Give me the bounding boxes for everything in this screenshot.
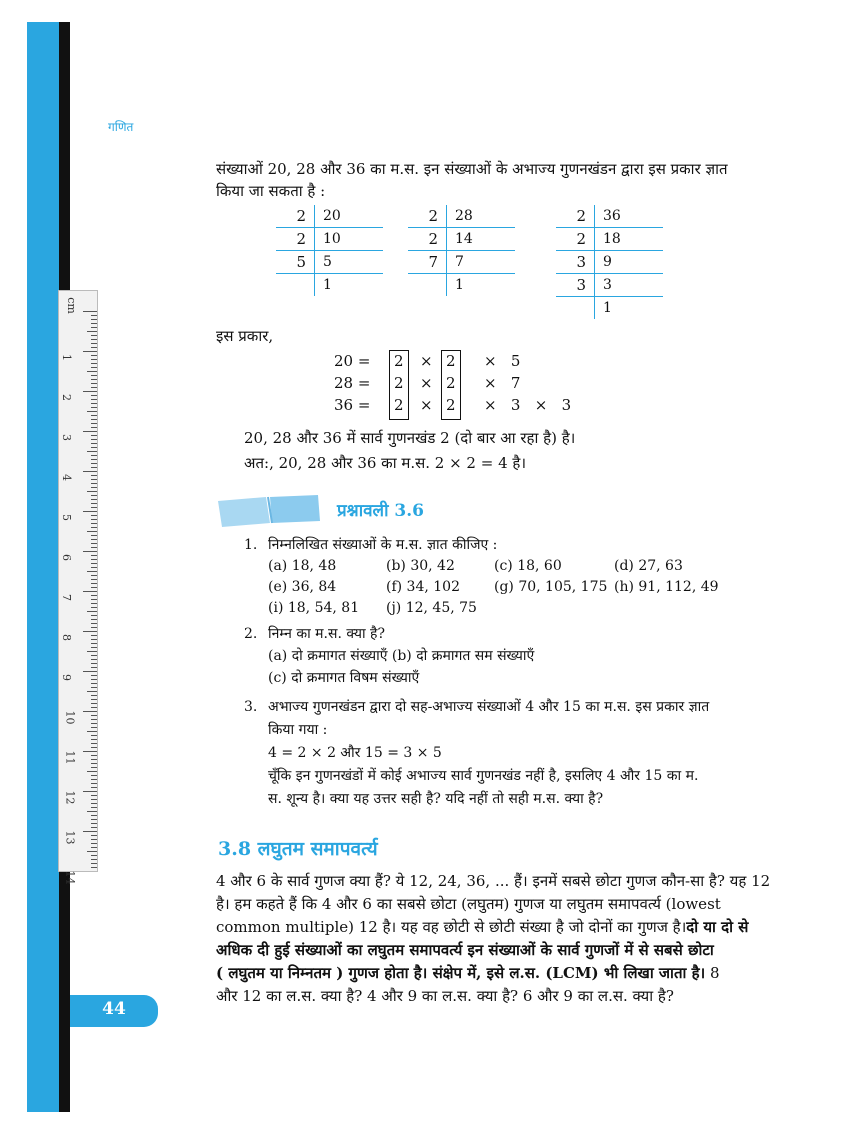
ruler-tick <box>83 471 97 472</box>
ruler-tick <box>91 439 97 440</box>
ruler-tick <box>91 643 97 644</box>
ruler-tick <box>91 783 97 784</box>
ruler-tick <box>91 343 97 344</box>
ruler-tick <box>91 615 97 616</box>
ruler-tick <box>83 551 97 552</box>
ruler-tick <box>91 527 97 528</box>
section-para-line-2: है। हम कहते हैं कि 4 और 6 का सबसे छोटा (लघुतम) गुणज या लघुतम समापवर्त्य (lowest <box>216 895 721 913</box>
section-para-line-3: common multiple) 12 है। यह वह छोटी से छोटी संख्या है जो दोनों का गुणज है।दो या दो से <box>216 918 749 936</box>
section-para-line-1: 4 और 6 के सार्व गुणज क्या हैं? ये 12, 24, 36, ... हैं। इनमें सबसे छोटा गुणज कौन-सा है? यह 12 <box>216 872 771 890</box>
ruler-number: 8 <box>60 634 73 641</box>
ruler-tick <box>91 607 97 608</box>
ruler-image <box>58 290 98 885</box>
ruler-tick <box>91 475 97 476</box>
ruler-tick <box>83 831 97 832</box>
ruler-tick <box>91 655 97 656</box>
ruler-tick <box>91 523 97 524</box>
ruler-tick <box>91 699 97 700</box>
q1-part-f: (f) 34, 102 <box>386 579 460 595</box>
ruler-tick <box>91 579 97 580</box>
ruler-tick <box>91 799 97 800</box>
ruler-tick <box>91 367 97 368</box>
ruler-tick <box>91 487 97 488</box>
ruler-tick <box>91 747 97 748</box>
ruler-number: 9 <box>60 674 73 681</box>
ruler-tick <box>91 467 97 468</box>
ruler-tick <box>91 339 97 340</box>
ruler-tick <box>91 403 97 404</box>
ruler-tick <box>91 663 97 664</box>
q1-number: 1. <box>244 537 258 553</box>
ruler-tick <box>91 479 97 480</box>
equation-28: 28 = 2 × 2 × 7 <box>334 374 521 392</box>
q3-line-2: किया गया : <box>268 722 328 738</box>
ruler-tick <box>91 543 97 544</box>
ruler-number: 3 <box>60 434 73 441</box>
q3-line-3: 4 = 2 × 2 और 15 = 3 × 5 <box>268 745 442 761</box>
ruler-tick <box>91 563 97 564</box>
ruler-tick <box>83 351 97 352</box>
ruler-tick <box>91 387 97 388</box>
thus-label: इस प्रकार, <box>216 327 274 345</box>
ruler-number: 1 <box>60 354 73 361</box>
ruler-number: 2 <box>60 394 73 401</box>
ruler-tick <box>91 859 97 860</box>
ruler-tick <box>87 411 97 412</box>
ruler-tick <box>91 327 97 328</box>
ruler-tick <box>91 639 97 640</box>
common-factor-box-1 <box>389 350 409 420</box>
ruler-tick <box>91 775 97 776</box>
ruler-number: 10 <box>63 710 77 725</box>
ruler-tick <box>91 727 97 728</box>
ruler-tick <box>91 499 97 500</box>
ruler-tick <box>91 595 97 596</box>
ruler-tick <box>91 427 97 428</box>
ruler-number: 6 <box>60 554 73 561</box>
ruler-tick <box>91 863 97 864</box>
ruler-tick <box>91 867 97 868</box>
q2-parts-ab: (a) दो क्रमागत संख्याएँ (b) दो क्रमागत सम संख्याएँ <box>268 648 535 664</box>
ruler-tick <box>91 539 97 540</box>
ruler-tick <box>83 711 97 712</box>
ruler-tick <box>87 731 97 732</box>
ruler-tick <box>91 763 97 764</box>
ruler-tick <box>87 531 97 532</box>
ruler-tick <box>91 599 97 600</box>
ruler-tick <box>91 659 97 660</box>
ruler-tick <box>91 603 97 604</box>
ruler-tick <box>91 619 97 620</box>
ruler-tick <box>91 459 97 460</box>
ruler-tick <box>91 755 97 756</box>
ruler-tick <box>91 583 97 584</box>
ruler-tick <box>91 703 97 704</box>
ruler-tick <box>91 419 97 420</box>
ruler-tick <box>91 483 97 484</box>
common-factor-box-2 <box>441 350 461 420</box>
ruler-tick <box>91 435 97 436</box>
ruler-tick <box>91 395 97 396</box>
ruler-tick <box>91 807 97 808</box>
conclusion-line-1: 20, 28 और 36 में सार्व गुणनखंड 2 (दो बार आ रहा है) है। <box>244 429 576 447</box>
q3-line-1: अभाज्य गुणनखंडन द्वारा दो सह-अभाज्य संख्याओं 4 और 15 का म.स. इस प्रकार ज्ञात <box>268 699 710 715</box>
ruler-number: 13 <box>63 830 77 845</box>
ruler-tick <box>91 315 97 316</box>
q1-part-e: (e) 36, 84 <box>268 579 337 595</box>
ruler-number: 11 <box>63 750 77 765</box>
ruler-tick <box>91 323 97 324</box>
q1-part-i: (i) 18, 54, 81 <box>268 600 360 616</box>
ruler-number: 14 <box>63 870 77 885</box>
ruler-tick <box>91 359 97 360</box>
ruler-tick <box>87 331 97 332</box>
ruler-tick <box>87 771 97 772</box>
ruler-tick <box>91 547 97 548</box>
section-para-line-4: अधिक दी हुई संख्याओं का लघुतम समापवर्त्य इन संख्याओं के सार्व गुणजों में से सबसे छोटा <box>216 941 714 959</box>
left-color-bar <box>27 22 59 1112</box>
ruler-tick <box>87 811 97 812</box>
header-subject: गणित <box>108 120 134 134</box>
ruler-tick <box>91 635 97 636</box>
ruler-tick <box>91 447 97 448</box>
q1-part-d: (d) 27, 63 <box>614 558 683 574</box>
ruler-tick <box>91 375 97 376</box>
section-para-line-5: ( लघुतम या निम्नतम ) गुणज होता है। संक्षेप में, इसे ल.स. (LCM) भी लिखा जाता है। 8 <box>216 964 720 982</box>
ruler-tick <box>91 507 97 508</box>
ruler-tick <box>91 555 97 556</box>
q1-part-h: (h) 91, 112, 49 <box>614 579 719 595</box>
ruler-tick <box>91 407 97 408</box>
ruler-tick <box>91 827 97 828</box>
ruler-tick <box>91 707 97 708</box>
ruler-tick <box>91 319 97 320</box>
factor-table-36: 2 36 2 18 3 9 3 3 1 <box>556 205 663 319</box>
ruler-unit: cm <box>64 297 78 314</box>
ruler-number: 5 <box>60 514 73 521</box>
ruler-tick <box>91 495 97 496</box>
ruler-tick <box>83 631 97 632</box>
intro-line-1: संख्याओं 20, 28 और 36 का म.स. इन संख्याओं के अभाज्य गुणनखंडन द्वारा इस प्रकार ज्ञात <box>216 160 728 178</box>
ruler-number: 12 <box>63 790 77 805</box>
ruler-tick <box>91 647 97 648</box>
ruler-tick <box>91 587 97 588</box>
ruler-tick <box>91 715 97 716</box>
ruler-tick <box>91 787 97 788</box>
book-icon <box>214 493 324 529</box>
q3-line-5: स. शून्य है। क्या यह उत्तर सही है? यदि नहीं तो सही म.स. क्या है? <box>268 791 604 807</box>
ruler-tick <box>91 355 97 356</box>
ruler-tick <box>91 623 97 624</box>
ruler-tick <box>91 795 97 796</box>
ruler-tick <box>91 839 97 840</box>
ruler-tick <box>91 739 97 740</box>
ruler-tick <box>91 735 97 736</box>
ruler-tick <box>91 679 97 680</box>
ruler-tick <box>91 423 97 424</box>
section-para-line-6: और 12 का ल.स. क्या है? 4 और 9 का ल.स. क्या है? 6 और 9 का ल.स. क्या है? <box>216 987 674 1005</box>
ruler-tick <box>87 571 97 572</box>
ruler-tick <box>91 519 97 520</box>
ruler-tick <box>91 819 97 820</box>
ruler-tick <box>91 847 97 848</box>
ruler-tick <box>87 611 97 612</box>
ruler-tick <box>91 803 97 804</box>
q1-part-c: (c) 18, 60 <box>494 558 562 574</box>
ruler-tick <box>91 767 97 768</box>
ruler-tick <box>87 851 97 852</box>
ruler-tick <box>91 723 97 724</box>
q1-text: निम्नलिखित संख्याओं के म.स. ज्ञात कीजिए : <box>268 537 498 553</box>
ruler-tick <box>87 491 97 492</box>
q1-part-b: (b) 30, 42 <box>386 558 455 574</box>
ruler-tick <box>91 399 97 400</box>
ruler-tick <box>83 311 97 312</box>
q2-text: निम्न का म.स. क्या है? <box>268 626 385 642</box>
ruler-tick <box>91 719 97 720</box>
ruler-number: 7 <box>60 594 73 601</box>
ruler-tick <box>91 347 97 348</box>
ruler-tick <box>91 503 97 504</box>
ruler-tick <box>91 455 97 456</box>
ruler-tick <box>91 835 97 836</box>
q2-number: 2. <box>244 626 258 642</box>
ruler-tick <box>91 515 97 516</box>
ruler-tick <box>91 823 97 824</box>
q1-part-a: (a) 18, 48 <box>268 558 337 574</box>
ruler-tick <box>91 335 97 336</box>
ruler-tick <box>87 651 97 652</box>
ruler-tick <box>83 391 97 392</box>
ruler-tick <box>91 815 97 816</box>
q3-line-4: चूँकि इन गुणनखंडों में कोई अभाज्य सार्व गुणनखंड नहीं है, इसलिए 4 और 15 का म. <box>268 768 699 784</box>
ruler-tick <box>91 559 97 560</box>
ruler-tick <box>91 779 97 780</box>
factor-table-28: 2 28 2 14 7 7 1 <box>408 205 515 296</box>
ruler-tick <box>91 695 97 696</box>
ruler-tick <box>83 751 97 752</box>
ruler-tick <box>83 591 97 592</box>
ruler-tick <box>87 371 97 372</box>
ruler-tick <box>91 379 97 380</box>
ruler-tick <box>91 463 97 464</box>
ruler-tick <box>83 791 97 792</box>
q3-number: 3. <box>244 699 258 715</box>
equation-36: 36 = 2 × 2 × 3 × 3 <box>334 396 572 414</box>
intro-line-2: किया जा सकता है : <box>216 182 326 200</box>
q1-part-j: (j) 12, 45, 75 <box>386 600 477 616</box>
ruler-tick <box>91 683 97 684</box>
equation-20: 20 = 2 × 2 × 5 <box>334 352 521 370</box>
ruler-tick <box>91 759 97 760</box>
exercise-title: प्रश्नावली 3.6 <box>337 501 424 521</box>
ruler-tick <box>91 675 97 676</box>
ruler-tick <box>91 535 97 536</box>
ruler-number: 4 <box>60 474 73 481</box>
ruler-tick <box>91 855 97 856</box>
factor-table-20: 2 20 2 10 5 5 1 <box>276 205 383 296</box>
ruler-tick <box>87 691 97 692</box>
ruler-tick <box>83 511 97 512</box>
ruler-tick <box>87 451 97 452</box>
ruler-tick <box>91 415 97 416</box>
section-title: 3.8 लघुतम समापवर्त्य <box>218 838 378 860</box>
ruler-tick <box>83 671 97 672</box>
ruler-tick <box>91 667 97 668</box>
ruler-tick <box>91 567 97 568</box>
q1-part-g: (g) 70, 105, 175 <box>494 579 608 595</box>
ruler-tick <box>91 627 97 628</box>
ruler-tick <box>91 575 97 576</box>
conclusion-line-2: अत:, 20, 28 और 36 का म.स. 2 × 2 = 4 है। <box>244 454 527 472</box>
page-number: 44 <box>102 999 126 1019</box>
ruler-tick <box>91 687 97 688</box>
ruler-tick <box>91 363 97 364</box>
ruler-tick <box>91 843 97 844</box>
ruler-tick <box>91 443 97 444</box>
q2-part-c: (c) दो क्रमागत विषम संख्याएँ <box>268 670 420 686</box>
ruler-tick <box>91 743 97 744</box>
ruler-tick <box>83 431 97 432</box>
ruler-tick <box>91 383 97 384</box>
